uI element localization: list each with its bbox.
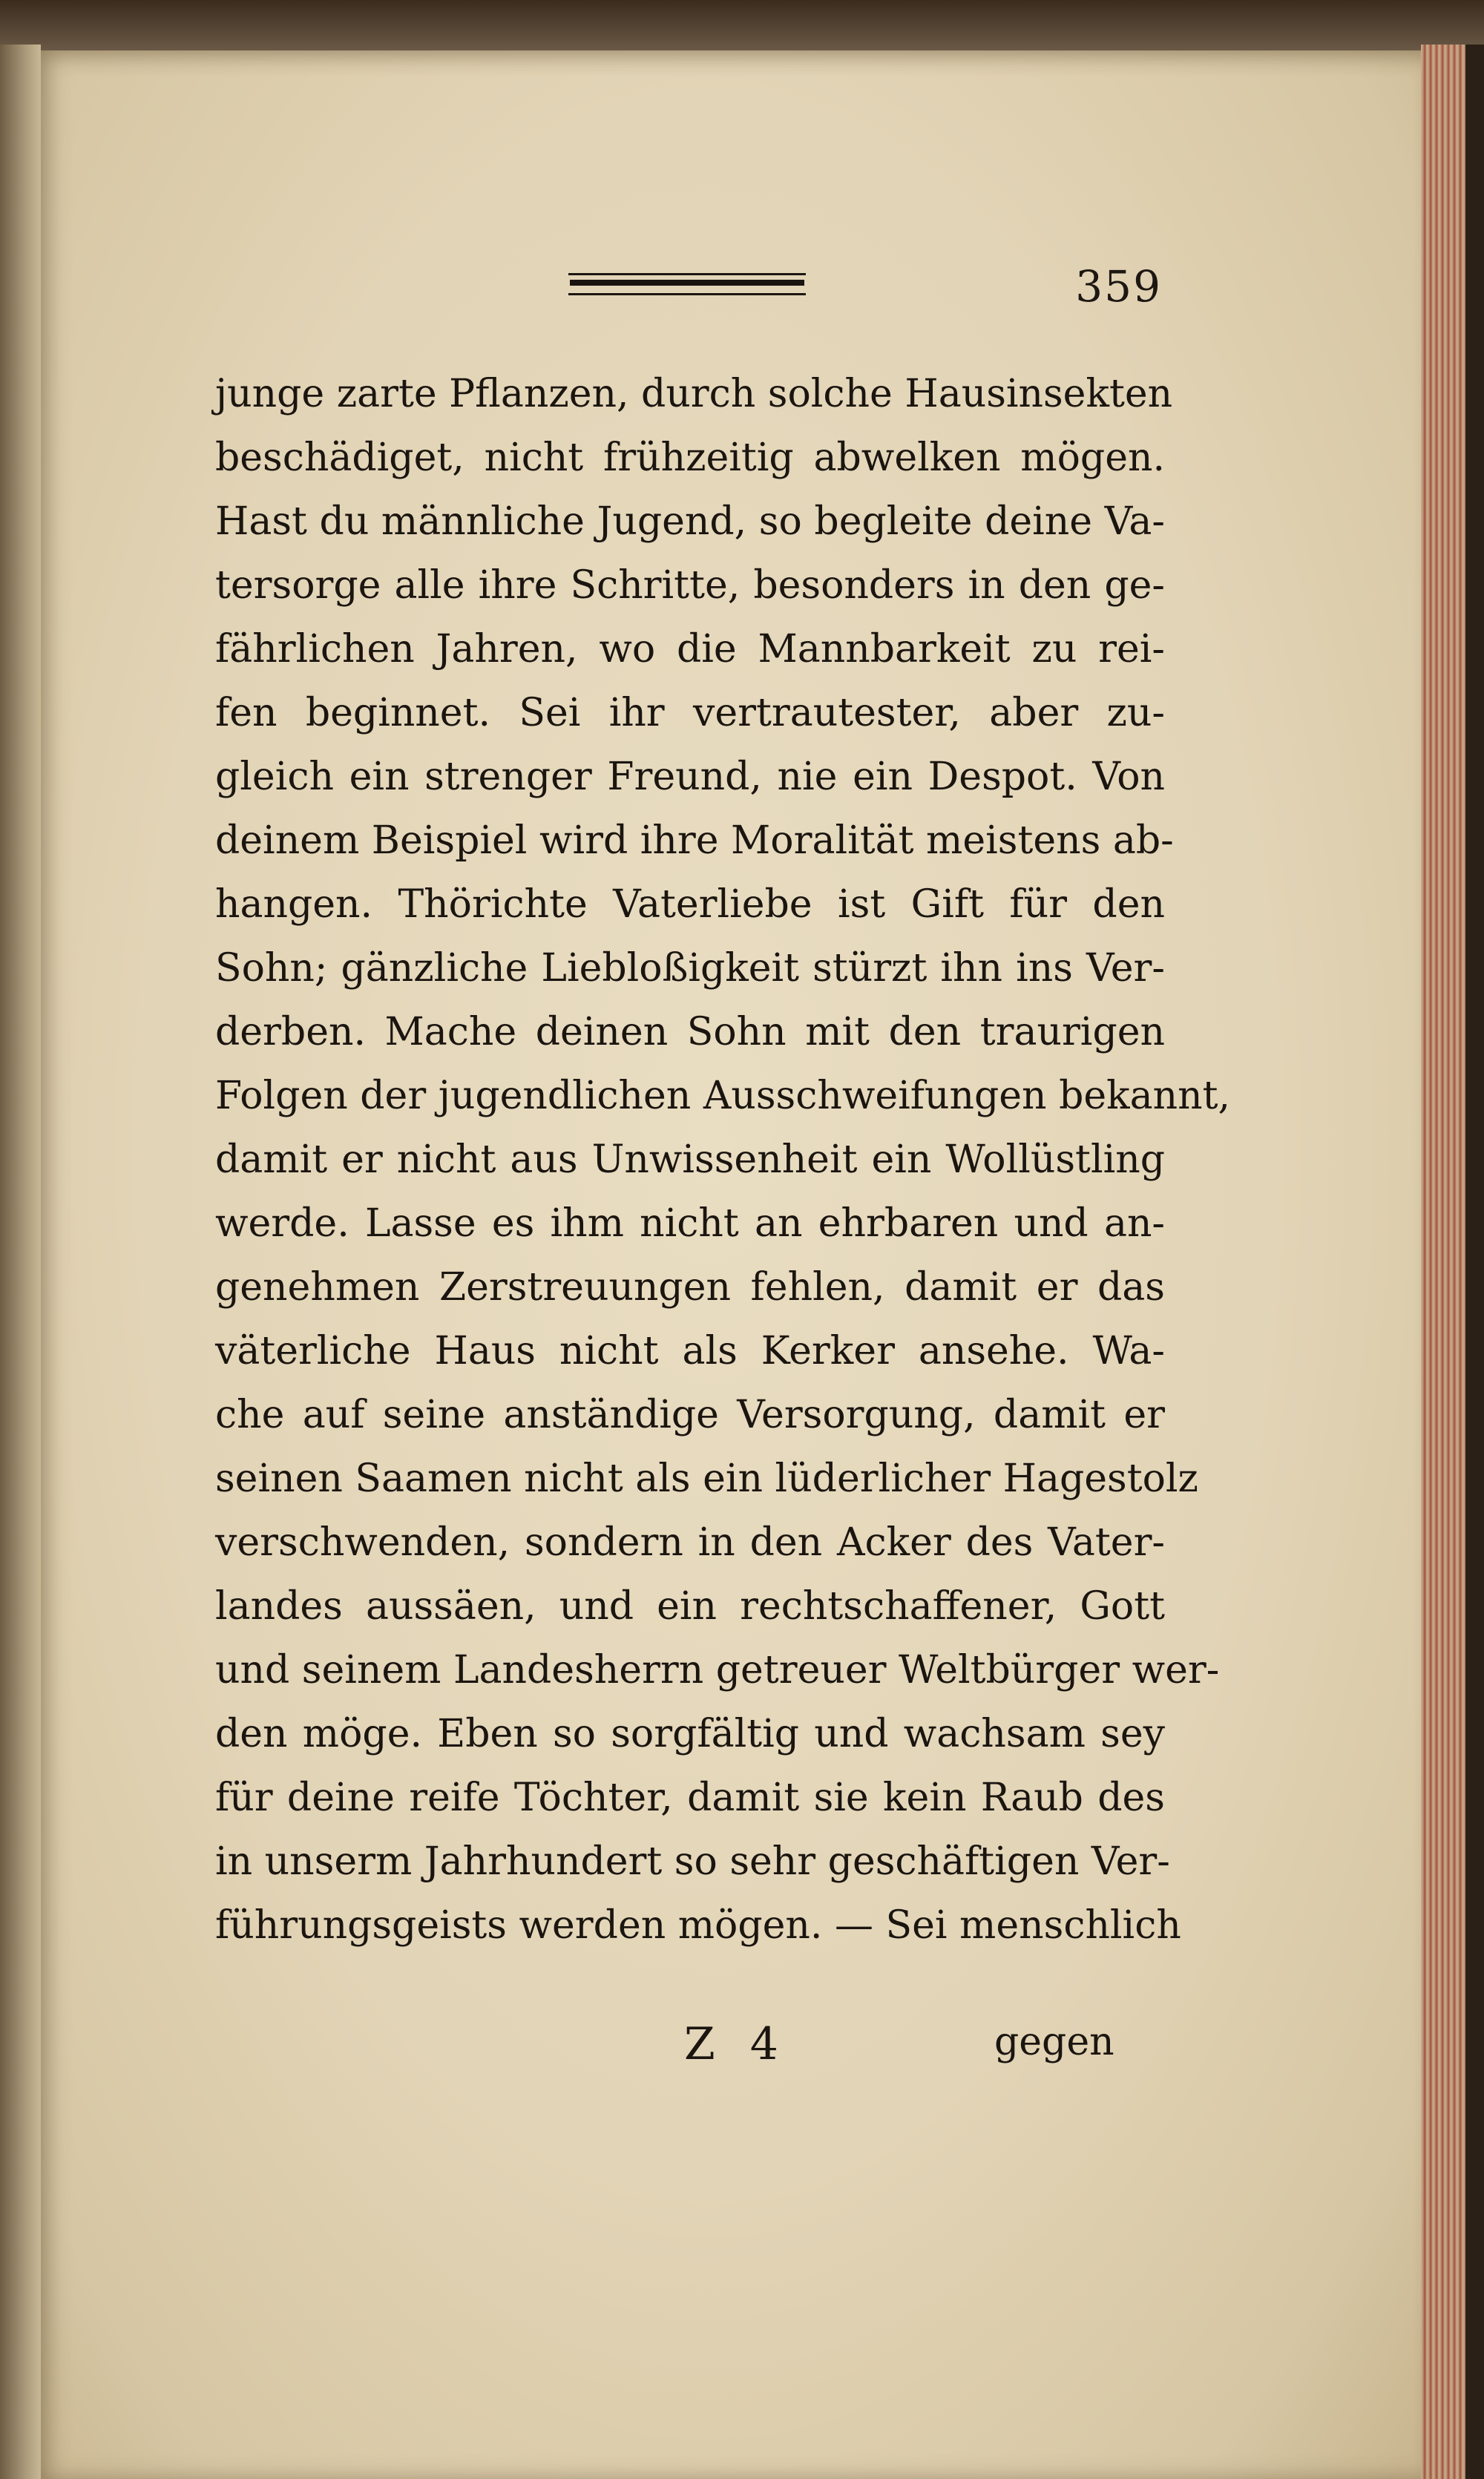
catchword: gegen [994,2020,1114,2064]
book-top-edge [0,0,1484,52]
text-line: für deine reife Töchter, damit sie kein Raub des [215,1776,1165,1820]
text-line: Folgen der jugendlichen Ausschweifungen bekannt, [215,1074,1231,1118]
text-line: tersorge alle ihre Schritte, besonders in den ge- [215,563,1165,608]
text-line: und seinem Landesherrn getreuer Weltbürger wer- [215,1648,1220,1692]
book-gutter [0,45,41,2479]
header-rule [568,273,806,295]
text-line: Hast du männliche Jugend, so begleite deine Va- [215,499,1165,544]
text-line: deinem Beispiel wird ihre Moralität meistens ab- [215,818,1174,863]
text-line: hangen. Thörichte Vaterliebe ist Gift für den [215,882,1165,927]
text-line: beschädiget, nicht frühzeitig abwelken mögen. [215,436,1165,480]
text-line: gleich ein strenger Freund, nie ein Despot. Von [215,755,1165,799]
text-line: väterliche Haus nicht als Kerker ansehe. Wa- [215,1329,1165,1373]
text-line: den möge. Eben so sorgfältig und wachsam sey [215,1712,1165,1756]
text-line: landes aussäen, und ein rechtschaffener, Gott [215,1584,1165,1629]
text-line: führungsgeists werden mögen. — Sei menschlich [215,1903,1181,1948]
text-line: damit er nicht aus Unwissenheit ein Wollüstling [215,1137,1165,1182]
body-text [215,362,1231,1957]
text-line: fährlichen Jahren, wo die Mannbarkeit zu rei- [215,627,1165,672]
text-line: che auf seine anständige Versorgung, damit er [215,1393,1165,1437]
text-line: Sohn; gänzliche Liebloßigkeit stürzt ihn ins Ver- [215,946,1165,991]
text-line: genehmen Zerstreuungen fehlen, damit er das [215,1265,1165,1310]
text-line: fen beginnet. Sei ihr vertrautester, aber zu- [215,691,1165,735]
text-line: seinen Saamen nicht als ein lüderlicher Hagestolz [215,1457,1198,1501]
text-line: verschwenden, sondern in den Acker des Vater- [215,1520,1165,1565]
text-line: in unserm Jahrhundert so sehr geschäftigen Ver- [215,1839,1170,1884]
page-edges [1421,45,1469,2479]
text-line: derben. Mache deinen Sohn mit den traurigen [215,1010,1165,1054]
signature-mark: Z 4 [684,2018,789,2070]
page-number: 359 [1075,261,1162,312]
text-line: werde. Lasse es ihm nicht an ehrbaren und an- [215,1201,1165,1246]
page-edges-shadow [1465,45,1484,2479]
text-line: junge zarte Pflanzen, durch solche Hausinsekten [215,372,1173,416]
